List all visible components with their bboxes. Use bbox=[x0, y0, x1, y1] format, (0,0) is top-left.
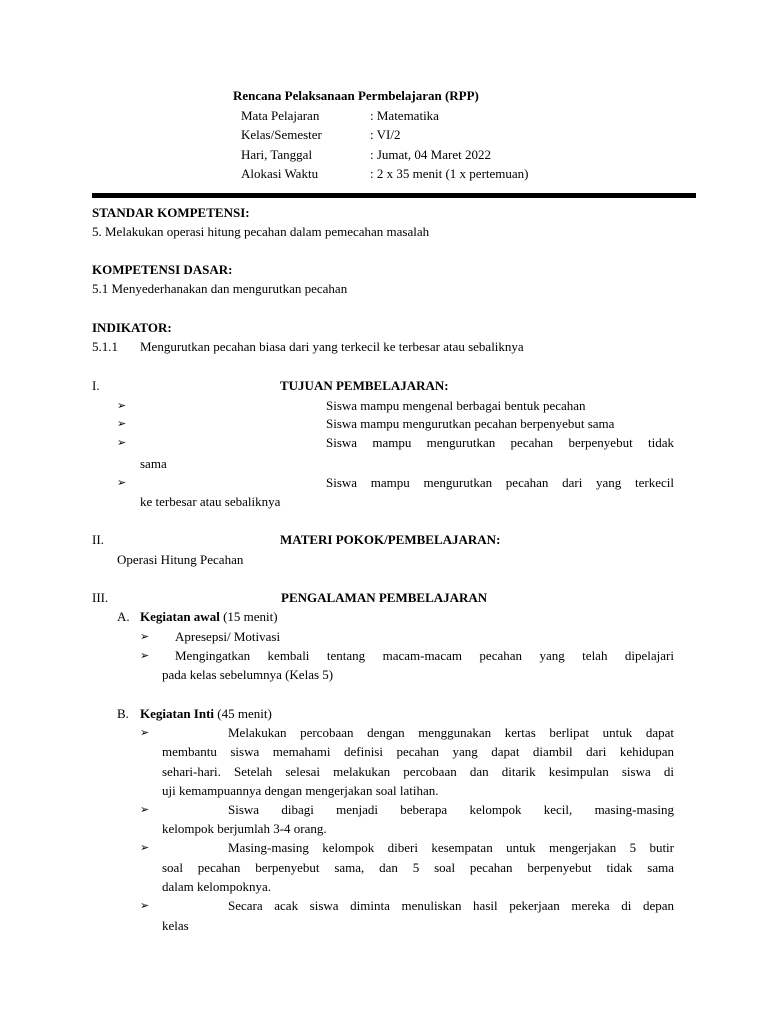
tujuan-item: Siswa mampu mengurutkan pecahan berpenyebut sama bbox=[326, 416, 615, 431]
mata-pelajaran-label: Mata Pelajaran bbox=[241, 108, 320, 123]
kegiatan-inti-item-line: membantu siswa memahami definisi pecahan yang dapat diambil dari kehidupan bbox=[162, 744, 674, 759]
kegiatan-inti-item-line: sehari-hari. Setelah selesai melakukan percobaan dan ditarik kesimpulan siswa di bbox=[162, 764, 674, 779]
arrow-bullet-icon: ➢ bbox=[117, 399, 127, 412]
arrow-bullet-icon: ➢ bbox=[117, 436, 127, 449]
kegiatan-inti-item: Siswa dibagi menjadi beberapa kelompok kecil, masing-masing bbox=[228, 802, 674, 817]
kegiatan-inti-title-line bbox=[140, 704, 272, 723]
kegiatan-inti-item: Melakukan percobaan dengan menggunakan kertas berlipat untuk dapat bbox=[228, 725, 674, 740]
arrow-bullet-icon: ➢ bbox=[140, 803, 150, 816]
kegiatan-inti-item: Secara acak siswa diminta menuliskan hasil pekerjaan mereka di depan bbox=[228, 898, 674, 913]
tujuan-heading: TUJUAN PEMBELAJARAN: bbox=[280, 378, 449, 393]
kelas-semester-label: Kelas/Semester bbox=[241, 127, 322, 142]
arrow-bullet-icon: ➢ bbox=[140, 899, 150, 912]
kegiatan-awal-title-line bbox=[140, 607, 278, 626]
tujuan-item-continuation: ke terbesar atau sebaliknya bbox=[140, 494, 281, 509]
kegiatan-inti-duration: (45 menit) bbox=[217, 706, 272, 721]
alokasi-waktu-label: Alokasi Waktu bbox=[241, 166, 319, 181]
kegiatan-inti-item-line: kelompok berjumlah 3-4 orang. bbox=[162, 821, 327, 836]
arrow-bullet-icon: ➢ bbox=[140, 649, 150, 662]
kompetensi-heading: KOMPETENSI DASAR: bbox=[92, 262, 233, 277]
mata-pelajaran-value: : Matematika bbox=[370, 108, 439, 123]
tujuan-item-continuation: sama bbox=[140, 456, 167, 471]
kegiatan-inti-item: Masing-masing kelompok diberi kesempatan untuk mengerjakan 5 butir bbox=[228, 840, 674, 855]
kegiatan-awal-letter: A. bbox=[117, 609, 130, 624]
pengalaman-heading: PENGALAMAN PEMBELAJARAN bbox=[281, 590, 488, 605]
arrow-bullet-icon: ➢ bbox=[117, 417, 127, 430]
kegiatan-awal-item: Mengingatkan kembali tentang macam-macam pecahan yang telah dipelajari bbox=[175, 648, 674, 663]
kegiatan-awal-item: Apresepsi/ Motivasi bbox=[175, 629, 281, 644]
header-divider bbox=[92, 193, 696, 198]
arrow-bullet-icon: ➢ bbox=[140, 726, 150, 739]
kegiatan-inti-title: Kegiatan Inti bbox=[140, 706, 215, 721]
kegiatan-inti-item-line: kelas bbox=[162, 918, 189, 933]
alokasi-waktu-value: : 2 x 35 menit (1 x pertemuan) bbox=[370, 166, 529, 181]
kegiatan-awal-item-continuation: pada kelas sebelumnya (Kelas 5) bbox=[162, 667, 334, 682]
document-title: Rencana Pelaksanaan Permbelajaran (RPP) bbox=[233, 88, 479, 103]
kegiatan-inti-letter: B. bbox=[117, 706, 129, 721]
tujuan-item: Siswa mampu mengurutkan pecahan dari yang terkecil bbox=[326, 475, 674, 490]
indikator-heading: INDIKATOR: bbox=[92, 320, 172, 335]
hari-tanggal-value: : Jumat, 04 Maret 2022 bbox=[370, 147, 491, 162]
tujuan-numeral: I. bbox=[92, 378, 100, 393]
kegiatan-inti-item-line: dalam kelompoknya. bbox=[162, 879, 272, 894]
kompetensi-text: 5.1 Menyederhanakan dan mengurutkan pecahan bbox=[92, 281, 348, 296]
materi-numeral: II. bbox=[92, 532, 104, 547]
standar-text: 5. Melakukan operasi hitung pecahan dalam pemecahan masalah bbox=[92, 224, 430, 239]
arrow-bullet-icon: ➢ bbox=[140, 841, 150, 854]
indikator-number: 5.1.1 bbox=[92, 339, 118, 354]
arrow-bullet-icon: ➢ bbox=[140, 630, 150, 643]
kelas-semester-value: : VI/2 bbox=[370, 127, 401, 142]
kegiatan-inti-item-line: soal pecahan berpenyebut sama, dan 5 soal pecahan berpenyebut tidak sama bbox=[162, 860, 674, 875]
indikator-text: Mengurutkan pecahan biasa dari yang terkecil ke terbesar atau sebaliknya bbox=[140, 339, 524, 354]
tujuan-item: Siswa mampu mengenal berbagai bentuk pecahan bbox=[326, 398, 586, 413]
tujuan-item: Siswa mampu mengurutkan pecahan berpenyebut tidak bbox=[326, 435, 674, 450]
standar-heading: STANDAR KOMPETENSI: bbox=[92, 205, 250, 220]
kegiatan-inti-item-line: uji kemampuannya dengan mengerjakan soal latihan. bbox=[162, 783, 439, 798]
kegiatan-awal-title: Kegiatan awal bbox=[140, 609, 220, 624]
materi-heading: MATERI POKOK/PEMBELAJARAN: bbox=[280, 532, 501, 547]
kegiatan-awal-duration: (15 menit) bbox=[223, 609, 278, 624]
materi-text: Operasi Hitung Pecahan bbox=[117, 552, 244, 567]
pengalaman-numeral: III. bbox=[92, 590, 109, 605]
hari-tanggal-label: Hari, Tanggal bbox=[241, 147, 313, 162]
arrow-bullet-icon: ➢ bbox=[117, 476, 127, 489]
